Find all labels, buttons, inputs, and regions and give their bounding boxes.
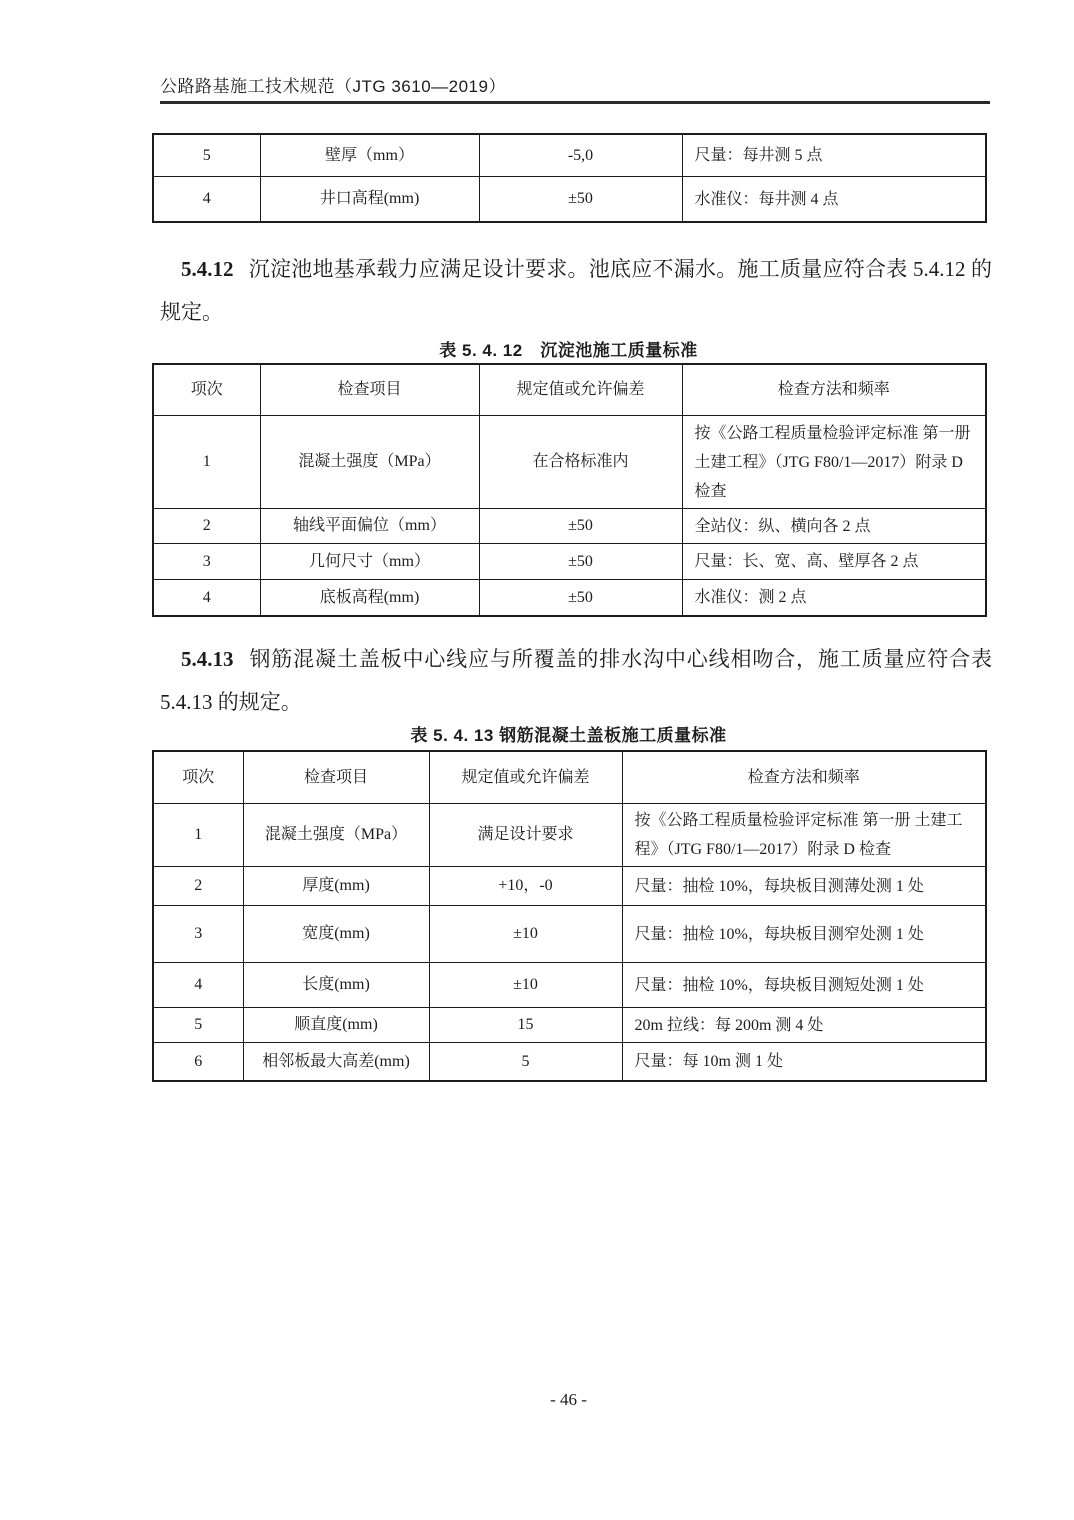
cell-method: 尺量：抽检 10%，每块板目测薄处测 1 处 [622,867,986,906]
page-number: - 46 - [550,1390,587,1409]
section-text: 沉淀池地基承载力应满足设计要求。池底应不漏水。施工质量应符合表 5.4.12 的规定。 [160,257,992,324]
table-header-row [153,364,986,416]
header-tolerance: 规定值或允许偏差 [429,751,622,804]
cell-item: 几何尺寸（mm） [260,544,479,580]
header-no: 项次 [153,364,260,416]
cell-item: 井口高程(mm) [260,177,479,223]
table-5413 [152,750,987,1082]
cell-no: 2 [153,867,243,906]
cell-method: 尺量：抽检 10%，每块板目测短处测 1 处 [622,963,986,1008]
table-5412 [152,363,987,617]
cell-tolerance: 满足设计要求 [429,804,622,867]
table-row [153,509,986,544]
table-5413-title: 表 5. 4. 13 钢筋混凝土盖板施工质量标准 [410,726,727,745]
cell-method: 按《公路工程质量检验评定标准 第一册 土建工程》（JTG F80/1—2017）附录 D 检查 [622,804,986,867]
section-number: 5.4.13 [181,647,234,671]
cell-method: 20m 拉线：每 200m 测 4 处 [622,1008,986,1043]
cell-item: 混凝土强度（MPa） [260,416,479,509]
cell-tolerance: +10，-0 [429,867,622,906]
cell-tolerance: 5 [429,1043,622,1082]
table-row [153,177,986,223]
cell-tolerance: -5,0 [479,134,682,177]
cell-tolerance: ±10 [429,963,622,1008]
cell-no: 4 [153,580,260,617]
cell-item: 壁厚（mm） [260,134,479,177]
header-method: 检查方法和频率 [682,364,986,416]
cell-item: 混凝土强度（MPa） [243,804,429,867]
cell-method: 尺量：长、宽、高、壁厚各 2 点 [682,544,986,580]
header-no: 项次 [153,751,243,804]
table-5412-title: 表 5. 4. 12 沉淀池施工质量标准 [439,341,698,360]
cell-method: 水准仪：每井测 4 点 [682,177,986,223]
section-text: 钢筋混凝土盖板中心线应与所覆盖的排水沟中心线相吻合，施工质量应符合表 5.4.13 的规定。 [160,647,992,714]
header-tolerance: 规定值或允许偏差 [479,364,682,416]
table-row [153,544,986,580]
table-row [153,1043,986,1082]
cell-method: 尺量：每 10m 测 1 处 [622,1043,986,1082]
table-row [153,963,986,1008]
header-rule [160,101,990,104]
cell-tolerance: ±10 [429,906,622,963]
cell-no: 3 [153,544,260,580]
cell-item: 相邻板最大高差(mm) [243,1043,429,1082]
cell-tolerance: ±50 [479,177,682,223]
cell-no: 2 [153,509,260,544]
page-header-title: 公路路基施工技术规范（JTG 3610—2019） [160,77,506,96]
cell-no: 3 [153,906,243,963]
header-item: 检查项目 [260,364,479,416]
cell-no: 1 [153,804,243,867]
cell-item: 宽度(mm) [243,906,429,963]
section-number: 5.4.12 [181,257,234,281]
cell-tolerance: 在合格标准内 [479,416,682,509]
table-row [153,906,986,963]
table-row [153,804,986,867]
section-5413-paragraph [160,638,992,724]
cell-item: 顺直度(mm) [243,1008,429,1043]
cell-method: 按《公路工程质量检验评定标准 第一册 土建工程》（JTG F80/1—2017）附录 D 检查 [682,416,986,509]
cell-item: 底板高程(mm) [260,580,479,617]
cell-item: 长度(mm) [243,963,429,1008]
header-method: 检查方法和频率 [622,751,986,804]
cell-no: 4 [153,177,260,223]
continued-quality-table [152,133,987,223]
table-row [153,867,986,906]
cell-item: 厚度(mm) [243,867,429,906]
section-5412-paragraph [160,248,992,334]
table-row [153,134,986,177]
cell-tolerance: ±50 [479,580,682,617]
cell-no: 5 [153,1008,243,1043]
header-item: 检查项目 [243,751,429,804]
table-row [153,1008,986,1043]
table-header-row [153,751,986,804]
table-row [153,416,986,509]
table-row [153,580,986,617]
cell-tolerance: ±50 [479,544,682,580]
cell-item: 轴线平面偏位（mm） [260,509,479,544]
cell-method: 尺量：每井测 5 点 [682,134,986,177]
cell-method: 全站仪：纵、横向各 2 点 [682,509,986,544]
cell-method: 水准仪：测 2 点 [682,580,986,617]
cell-tolerance: ±50 [479,509,682,544]
cell-no: 1 [153,416,260,509]
cell-tolerance: 15 [429,1008,622,1043]
cell-method: 尺量：抽检 10%，每块板目测窄处测 1 处 [622,906,986,963]
cell-no: 4 [153,963,243,1008]
cell-no: 6 [153,1043,243,1082]
cell-no: 5 [153,134,260,177]
